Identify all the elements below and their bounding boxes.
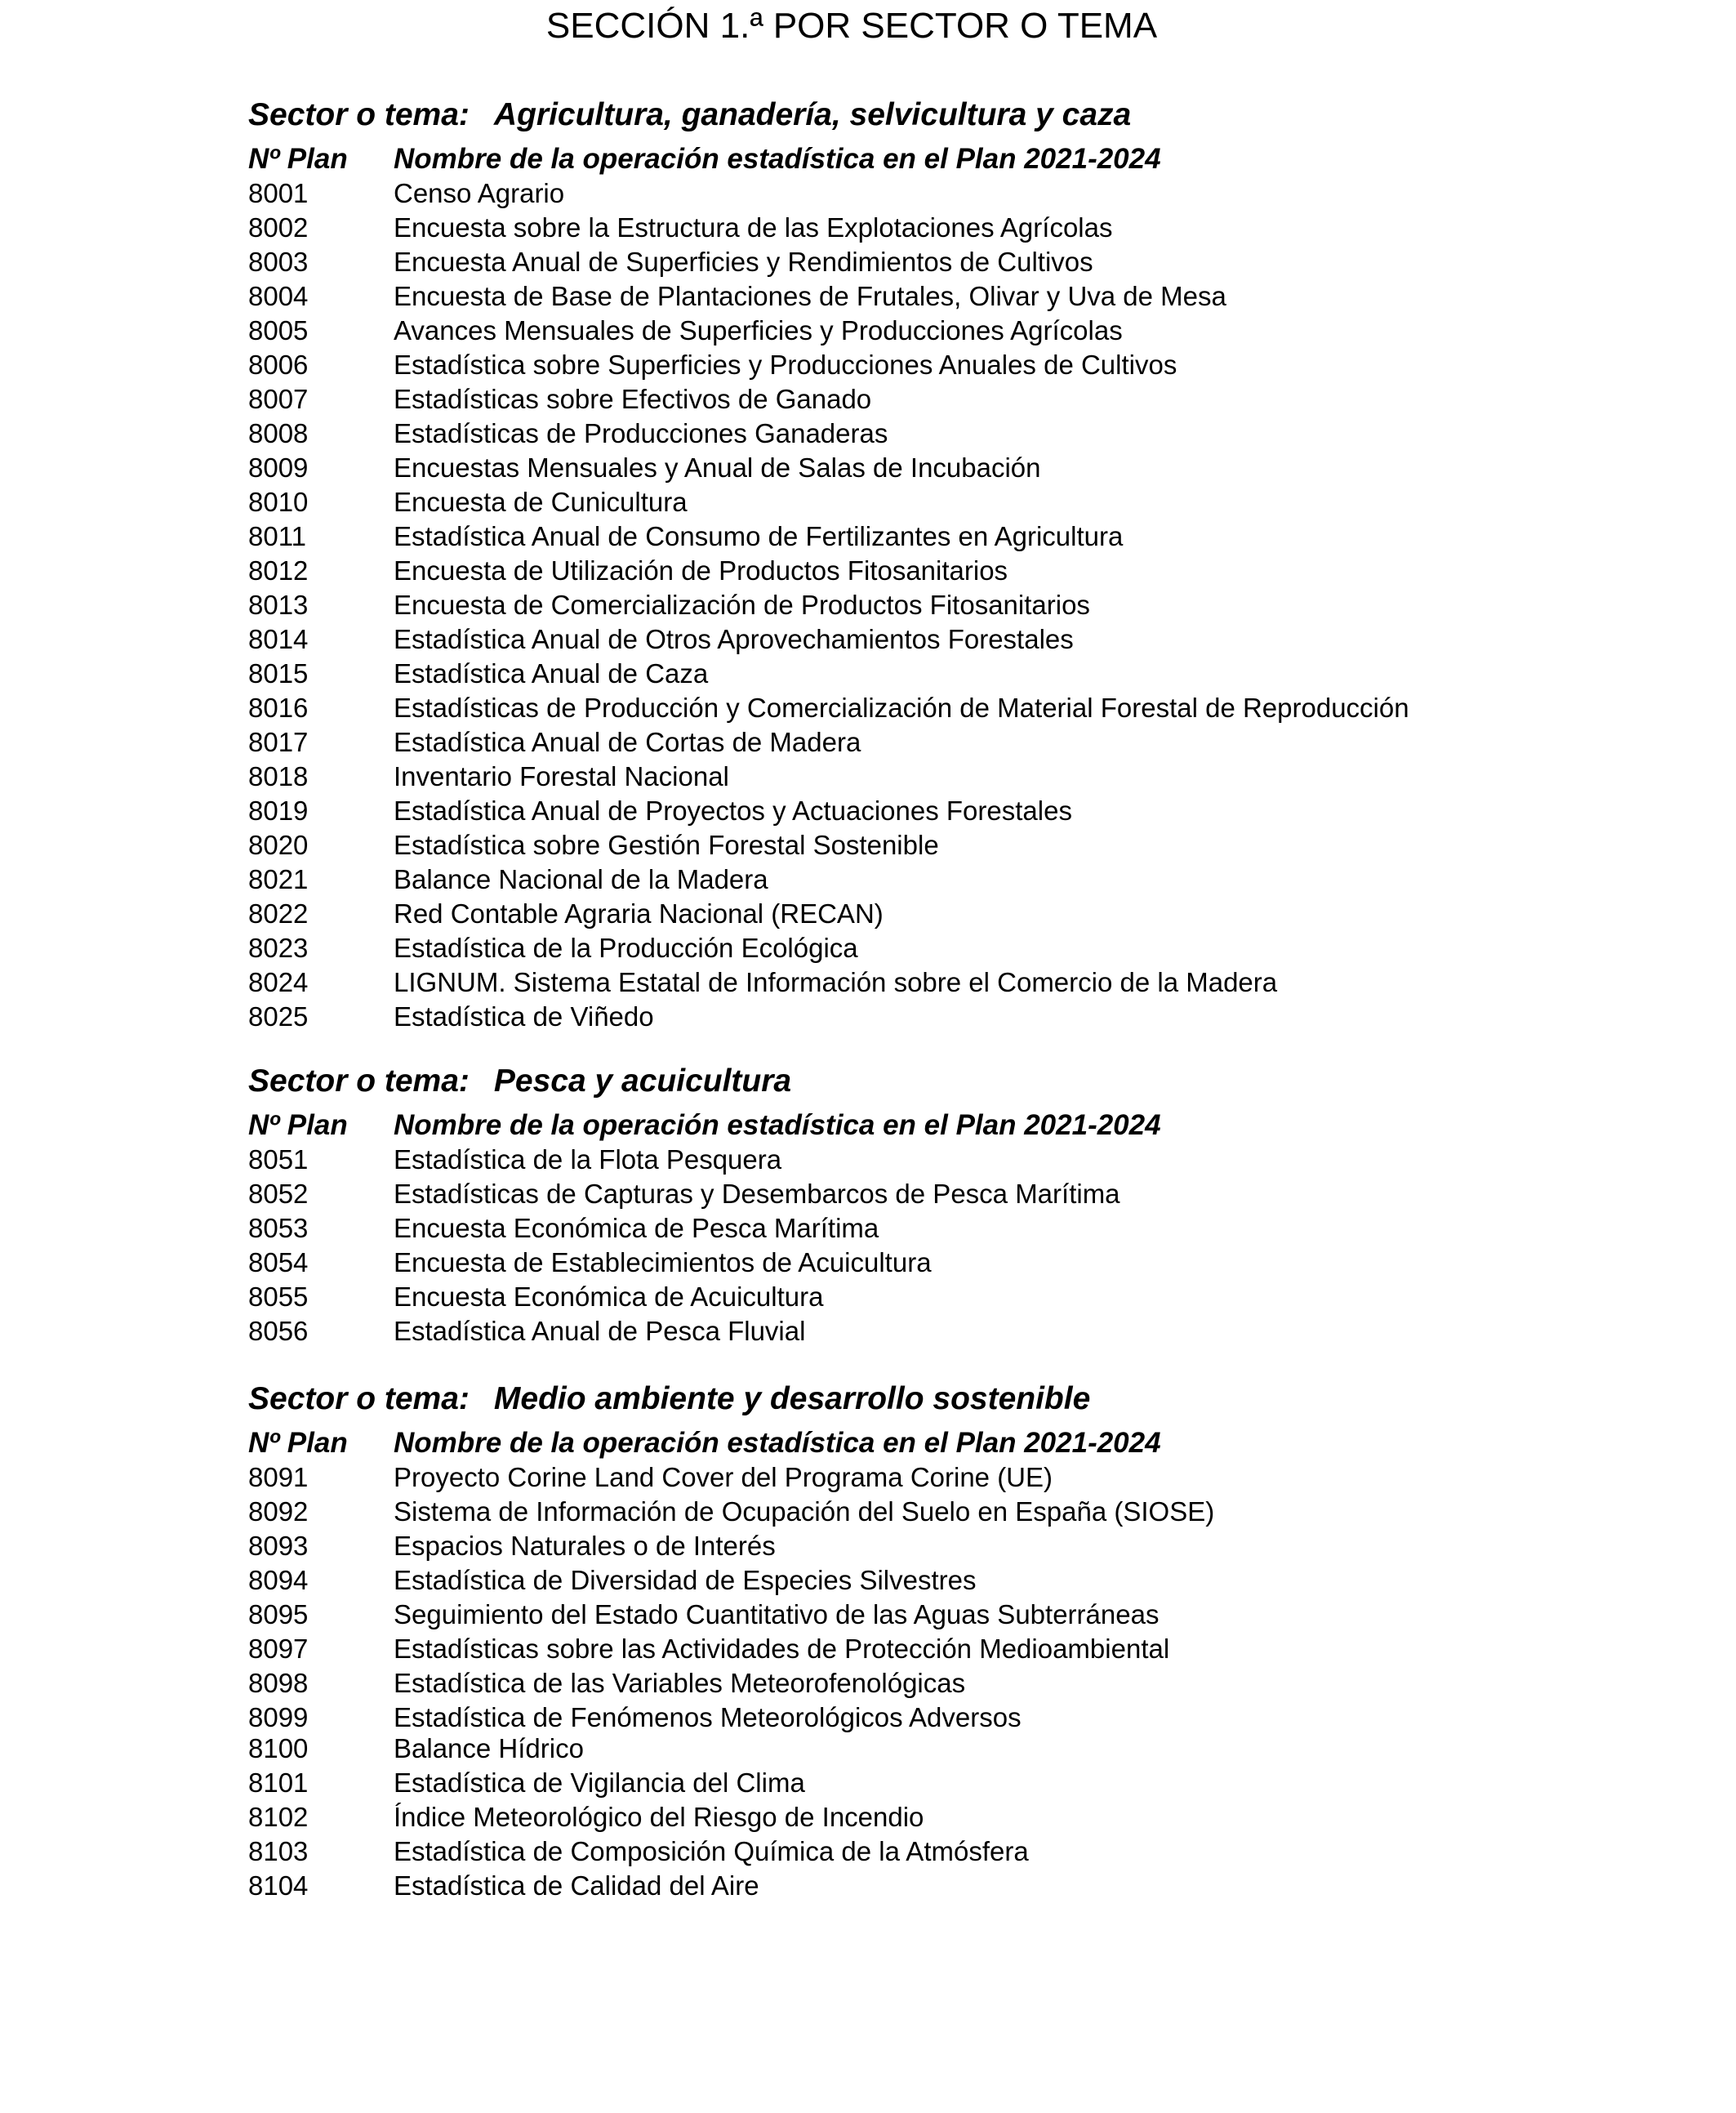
table-row — [248, 1869, 1702, 1903]
plan-number: 8052 — [248, 1179, 309, 1209]
sector-name: Pesca y acuicultura — [493, 1063, 792, 1099]
operation-name: Estadística Anual de Cortas de Madera — [394, 727, 861, 757]
plan-number: 8095 — [248, 1599, 309, 1629]
operations-list — [248, 1143, 1702, 1348]
table-row — [248, 1246, 1702, 1280]
operation-name: Encuesta Económica de Acuicultura — [394, 1282, 824, 1312]
operation-name: Encuestas Mensuales y Anual de Salas de Incubación — [394, 452, 1041, 483]
sector-prefix: Sector o tema: — [248, 1381, 470, 1416]
operation-name: Estadística sobre Gestión Forestal Sostenible — [394, 830, 939, 860]
plan-number: 8002 — [248, 212, 309, 243]
operation-name: Estadísticas sobre las Actividades de Protección Medioambiental — [394, 1634, 1170, 1664]
table-header — [248, 1108, 1702, 1143]
table-row — [248, 1314, 1702, 1348]
operations-list — [248, 1460, 1702, 1903]
sector-heading — [248, 1063, 1702, 1100]
sector-heading — [248, 96, 1702, 134]
plan-number: 8104 — [248, 1870, 309, 1901]
operation-name: Encuesta de Cunicultura — [394, 487, 688, 517]
plan-number: 8099 — [248, 1702, 309, 1732]
plan-number: 8010 — [248, 487, 309, 517]
table-row — [248, 1563, 1702, 1598]
table-row — [248, 828, 1702, 863]
table-row — [248, 1598, 1702, 1632]
plan-number: 8025 — [248, 1001, 309, 1032]
table-row — [248, 863, 1702, 897]
plan-number: 8017 — [248, 727, 309, 757]
column-header-name: Nombre de la operación estadística en el Plan 2021-2024 — [394, 1427, 1161, 1459]
plan-number: 8022 — [248, 898, 309, 929]
table-row — [248, 1211, 1702, 1246]
sector-section — [248, 96, 1702, 1034]
table-row — [248, 1800, 1702, 1834]
table-row — [248, 622, 1702, 657]
table-row — [248, 1834, 1702, 1869]
plan-number: 8015 — [248, 658, 309, 689]
operation-name: LIGNUM. Sistema Estatal de Información sobre el Comercio de la Madera — [394, 967, 1278, 997]
sector-prefix: Sector o tema: — [248, 1063, 470, 1099]
operation-name: Encuesta sobre la Estructura de las Explotaciones Agrícolas — [394, 212, 1113, 243]
operation-name: Estadística de Composición Química de la Atmósfera — [394, 1836, 1029, 1866]
operation-name: Estadísticas de Capturas y Desembarcos de Pesca Marítima — [394, 1179, 1120, 1209]
operation-name: Red Contable Agraria Nacional (RECAN) — [394, 898, 884, 929]
plan-number: 8012 — [248, 555, 309, 586]
operation-name: Estadística Anual de Pesca Fluvial — [394, 1316, 806, 1346]
table-row — [248, 1495, 1702, 1529]
table-row — [248, 176, 1702, 211]
operation-name: Estadísticas de Producción y Comercialización de Material Forestal de Reproducción — [394, 693, 1409, 723]
operation-name: Sistema de Información de Ocupación del Suelo en España (SIOSE) — [394, 1496, 1215, 1527]
page-title: SECCIÓN 1.ª POR SECTOR O TEMA — [545, 6, 1158, 46]
table-row — [248, 314, 1702, 348]
table-row — [248, 1529, 1702, 1563]
column-header-name: Nombre de la operación estadística en el Plan 2021-2024 — [394, 143, 1161, 175]
operation-name: Estadística de Viñedo — [394, 1001, 654, 1032]
plan-number: 8097 — [248, 1634, 309, 1664]
table-row — [248, 554, 1702, 588]
table-row — [248, 451, 1702, 485]
plan-number: 8016 — [248, 693, 309, 723]
plan-number: 8014 — [248, 624, 309, 654]
operation-name: Estadística de Vigilancia del Clima — [394, 1768, 805, 1798]
table-row — [248, 1766, 1702, 1800]
sector-heading — [248, 1380, 1702, 1418]
table-row — [248, 417, 1702, 451]
plan-number: 8011 — [248, 521, 306, 551]
operation-name: Encuesta de Establecimientos de Acuicultura — [394, 1247, 932, 1277]
operation-name: Proyecto Corine Land Cover del Programa Corine (UE) — [394, 1462, 1053, 1492]
operation-name: Espacios Naturales o de Interés — [394, 1531, 776, 1561]
operation-name: Inventario Forestal Nacional — [394, 761, 729, 791]
table-row — [248, 725, 1702, 760]
table-row — [248, 1000, 1702, 1034]
operation-name: Balance Hídrico — [394, 1733, 584, 1763]
table-header — [248, 142, 1702, 176]
plan-number: 8003 — [248, 247, 309, 277]
table-row — [248, 691, 1702, 725]
operation-name: Estadística de la Flota Pesquera — [394, 1144, 782, 1175]
table-row — [248, 1632, 1702, 1666]
plan-number: 8053 — [248, 1213, 309, 1243]
operation-name: Índice Meteorológico del Riesgo de Incendio — [394, 1802, 924, 1832]
operation-name: Encuesta de Utilización de Productos Fitosanitarios — [394, 555, 1008, 586]
table-header — [248, 1426, 1702, 1460]
table-row — [248, 279, 1702, 314]
operation-name: Seguimiento del Estado Cuantitativo de las Aguas Subterráneas — [394, 1599, 1160, 1629]
sector-section — [248, 1063, 1702, 1348]
table-row — [248, 897, 1702, 931]
operation-name: Censo Agrario — [394, 178, 565, 208]
plan-number: 8018 — [248, 761, 309, 791]
plan-number: 8005 — [248, 315, 309, 345]
column-header-num: Nº Plan — [248, 1427, 348, 1459]
table-row — [248, 1666, 1702, 1701]
plan-number: 8100 — [248, 1733, 309, 1763]
plan-number: 8098 — [248, 1668, 309, 1698]
column-header-name: Nombre de la operación estadística en el Plan 2021-2024 — [394, 1109, 1161, 1141]
table-row — [248, 965, 1702, 1000]
sector-name: Agricultura, ganadería, selvicultura y caza — [493, 97, 1132, 132]
table-row — [248, 794, 1702, 828]
plan-number: 8004 — [248, 281, 309, 311]
column-header-num: Nº Plan — [248, 1109, 348, 1141]
table-row — [248, 588, 1702, 622]
plan-number: 8093 — [248, 1531, 309, 1561]
table-row — [248, 1460, 1702, 1495]
plan-number: 8023 — [248, 933, 309, 963]
table-row — [248, 519, 1702, 554]
operation-name: Estadística Anual de Caza — [394, 658, 709, 689]
plan-number: 8103 — [248, 1836, 309, 1866]
operation-name: Encuesta de Base de Plantaciones de Frutales, Olivar y Uva de Mesa — [394, 281, 1226, 311]
table-row — [248, 1701, 1702, 1732]
plan-number: 8092 — [248, 1496, 309, 1527]
plan-number: 8056 — [248, 1316, 309, 1346]
operation-name: Encuesta de Comercialización de Productos Fitosanitarios — [394, 590, 1090, 620]
operation-name: Estadísticas de Producciones Ganaderas — [394, 418, 888, 448]
table-row — [248, 382, 1702, 417]
operations-list — [248, 176, 1702, 1034]
table-row — [248, 245, 1702, 279]
plan-number: 8009 — [248, 452, 309, 483]
plan-number: 8021 — [248, 864, 309, 894]
table-row — [248, 485, 1702, 519]
table-row — [248, 1143, 1702, 1177]
column-header-num: Nº Plan — [248, 143, 348, 175]
plan-number: 8051 — [248, 1144, 309, 1175]
plan-number: 8024 — [248, 967, 309, 997]
table-row — [248, 931, 1702, 965]
operation-name: Estadística de las Variables Meteorofenológicas — [394, 1668, 966, 1698]
sector-section — [248, 1380, 1702, 1903]
plan-number: 8007 — [248, 384, 309, 414]
table-row — [248, 211, 1702, 245]
plan-number: 8019 — [248, 796, 309, 826]
table-row — [248, 760, 1702, 794]
plan-number: 8094 — [248, 1565, 309, 1595]
table-row — [248, 1177, 1702, 1211]
sector-name: Medio ambiente y desarrollo sostenible — [493, 1381, 1091, 1416]
plan-number: 8020 — [248, 830, 309, 860]
plan-number: 8006 — [248, 350, 309, 380]
operation-name: Estadística sobre Superficies y Producciones Anuales de Cultivos — [394, 350, 1177, 380]
plan-number: 8013 — [248, 590, 309, 620]
table-row — [248, 657, 1702, 691]
table-row — [248, 1732, 1702, 1766]
operation-name: Estadísticas sobre Efectivos de Ganado — [394, 384, 872, 414]
operation-name: Estadística de la Producción Ecológica — [394, 933, 858, 963]
table-row — [248, 348, 1702, 382]
operation-name: Encuesta Anual de Superficies y Rendimientos de Cultivos — [394, 247, 1093, 277]
plan-number: 8008 — [248, 418, 309, 448]
operation-name: Estadística de Diversidad de Especies Silvestres — [394, 1565, 977, 1595]
sector-prefix: Sector o tema: — [248, 97, 470, 132]
operation-name: Estadística Anual de Proyectos y Actuaciones Forestales — [394, 796, 1072, 826]
plan-number: 8091 — [248, 1462, 309, 1492]
operation-name: Estadística de Calidad del Aire — [394, 1870, 759, 1901]
operation-name: Estadística de Fenómenos Meteorológicos Adversos — [394, 1702, 1022, 1732]
operation-name: Estadística Anual de Otros Aprovechamientos Forestales — [394, 624, 1074, 654]
table-row — [248, 1280, 1702, 1314]
plan-number: 8054 — [248, 1247, 309, 1277]
operation-name: Avances Mensuales de Superficies y Producciones Agrícolas — [394, 315, 1123, 345]
operation-name: Balance Nacional de la Madera — [394, 864, 768, 894]
plan-number: 8102 — [248, 1802, 309, 1832]
operation-name: Estadística Anual de Consumo de Fertilizantes en Agricultura — [394, 521, 1124, 551]
plan-number: 8055 — [248, 1282, 309, 1312]
operation-name: Encuesta Económica de Pesca Marítima — [394, 1213, 879, 1243]
plan-number: 8101 — [248, 1768, 309, 1798]
plan-number: 8001 — [248, 178, 309, 208]
